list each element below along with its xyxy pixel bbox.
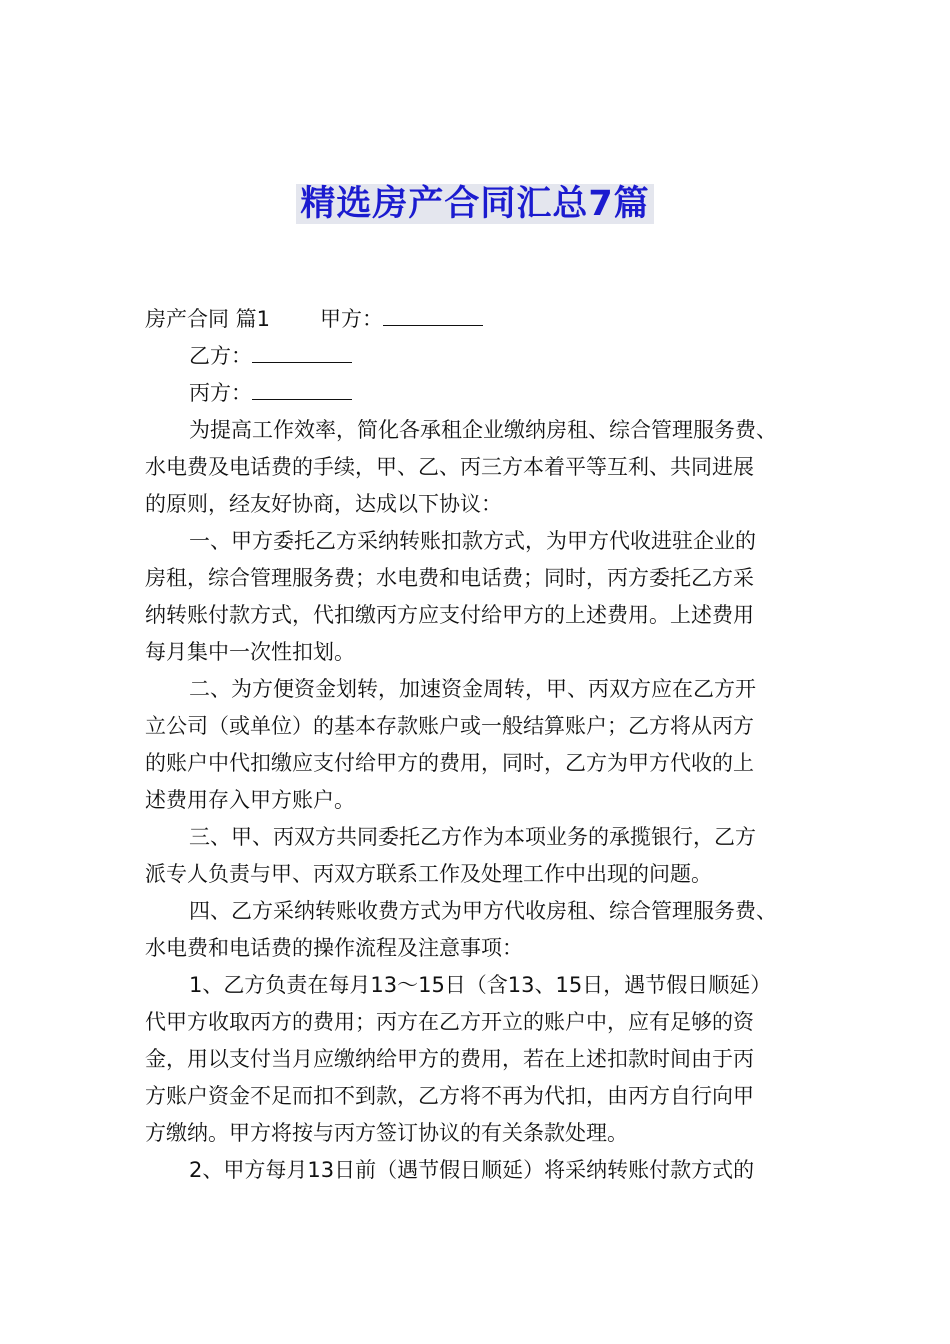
text-line: 一、甲方委托乙方采纳转账扣款方式，为甲方代收进驻企业的 — [189, 529, 756, 553]
text-line: 四、乙方采纳转账收费方式为甲方代收房租、综合管理服务费、 — [189, 899, 777, 923]
text-line: 方账户资金不足而扣不到款，乙方将不再为代扣，由丙方自行向甲 — [145, 1084, 754, 1108]
text-line: 的原则，经友好协商，达成以下协议： — [145, 492, 502, 516]
text-line: 纳转账付款方式，代扣缴丙方应支付给甲方的上述费用。上述费用 — [145, 603, 754, 627]
document-title-text: 精选房产合同汇总7篇 — [296, 184, 653, 224]
text-line: 为提高工作效率，简化各承租企业缴纳房租、综合管理服务费、 — [189, 418, 777, 442]
text-line: 水电费及电话费的手续，甲、乙、丙三方本着平等互利、共同进展 — [145, 455, 754, 479]
text-line: 水电费和电话费的操作流程及注意事项： — [145, 936, 523, 960]
text-line: 2、甲方每月13日前（遇节假日顺延）将采纳转账付款方式的 — [189, 1158, 755, 1182]
text-line: 立公司（或单位）的基本存款账户或一般结算账户；乙方将从丙方 — [145, 714, 754, 738]
party-a-label: 甲方： — [320, 307, 384, 331]
header-left: 房产合同 篇1 — [145, 307, 271, 331]
party-b-blank — [252, 340, 352, 363]
party-c-blank — [252, 377, 352, 400]
party-c-label: 丙方： — [189, 381, 252, 405]
text-line: 金，用以支付当月应缴纳给甲方的费用，若在上述扣款时间由于丙 — [145, 1047, 754, 1071]
document-title — [0, 176, 950, 226]
text-line: 述费用存入甲方账户。 — [145, 788, 355, 812]
party-b-label: 乙方： — [189, 344, 252, 368]
text-line: 三、甲、丙双方共同委托乙方作为本项业务的承揽银行，乙方 — [189, 825, 756, 849]
party-c-line — [145, 375, 815, 412]
text-line: 1、乙方负责在每月13～15日（含13、15日，遇节假日顺延） — [189, 973, 772, 997]
party-a-line — [145, 301, 815, 338]
text-line: 二、为方便资金划转，加速资金周转，甲、丙双方应在乙方开 — [189, 677, 756, 701]
text-line: 每月集中一次性扣划。 — [145, 640, 355, 664]
party-a-blank — [383, 303, 483, 326]
text-line: 代甲方收取丙方的费用；丙方在乙方开立的账户中，应有足够的资 — [145, 1010, 754, 1034]
party-b-line — [145, 338, 815, 375]
text-line: 房租，综合管理服务费；水电费和电话费；同时，丙方委托乙方采 — [145, 566, 754, 590]
document-body — [145, 301, 815, 1189]
text-line: 派专人负责与甲、丙双方联系工作及处理工作中出现的问题。 — [145, 862, 712, 886]
text-line: 的账户中代扣缴应支付给甲方的费用，同时，乙方为甲方代收的上 — [145, 751, 754, 775]
text-line: 方缴纳。甲方将按与丙方签订协议的有关条款处理。 — [145, 1121, 628, 1145]
